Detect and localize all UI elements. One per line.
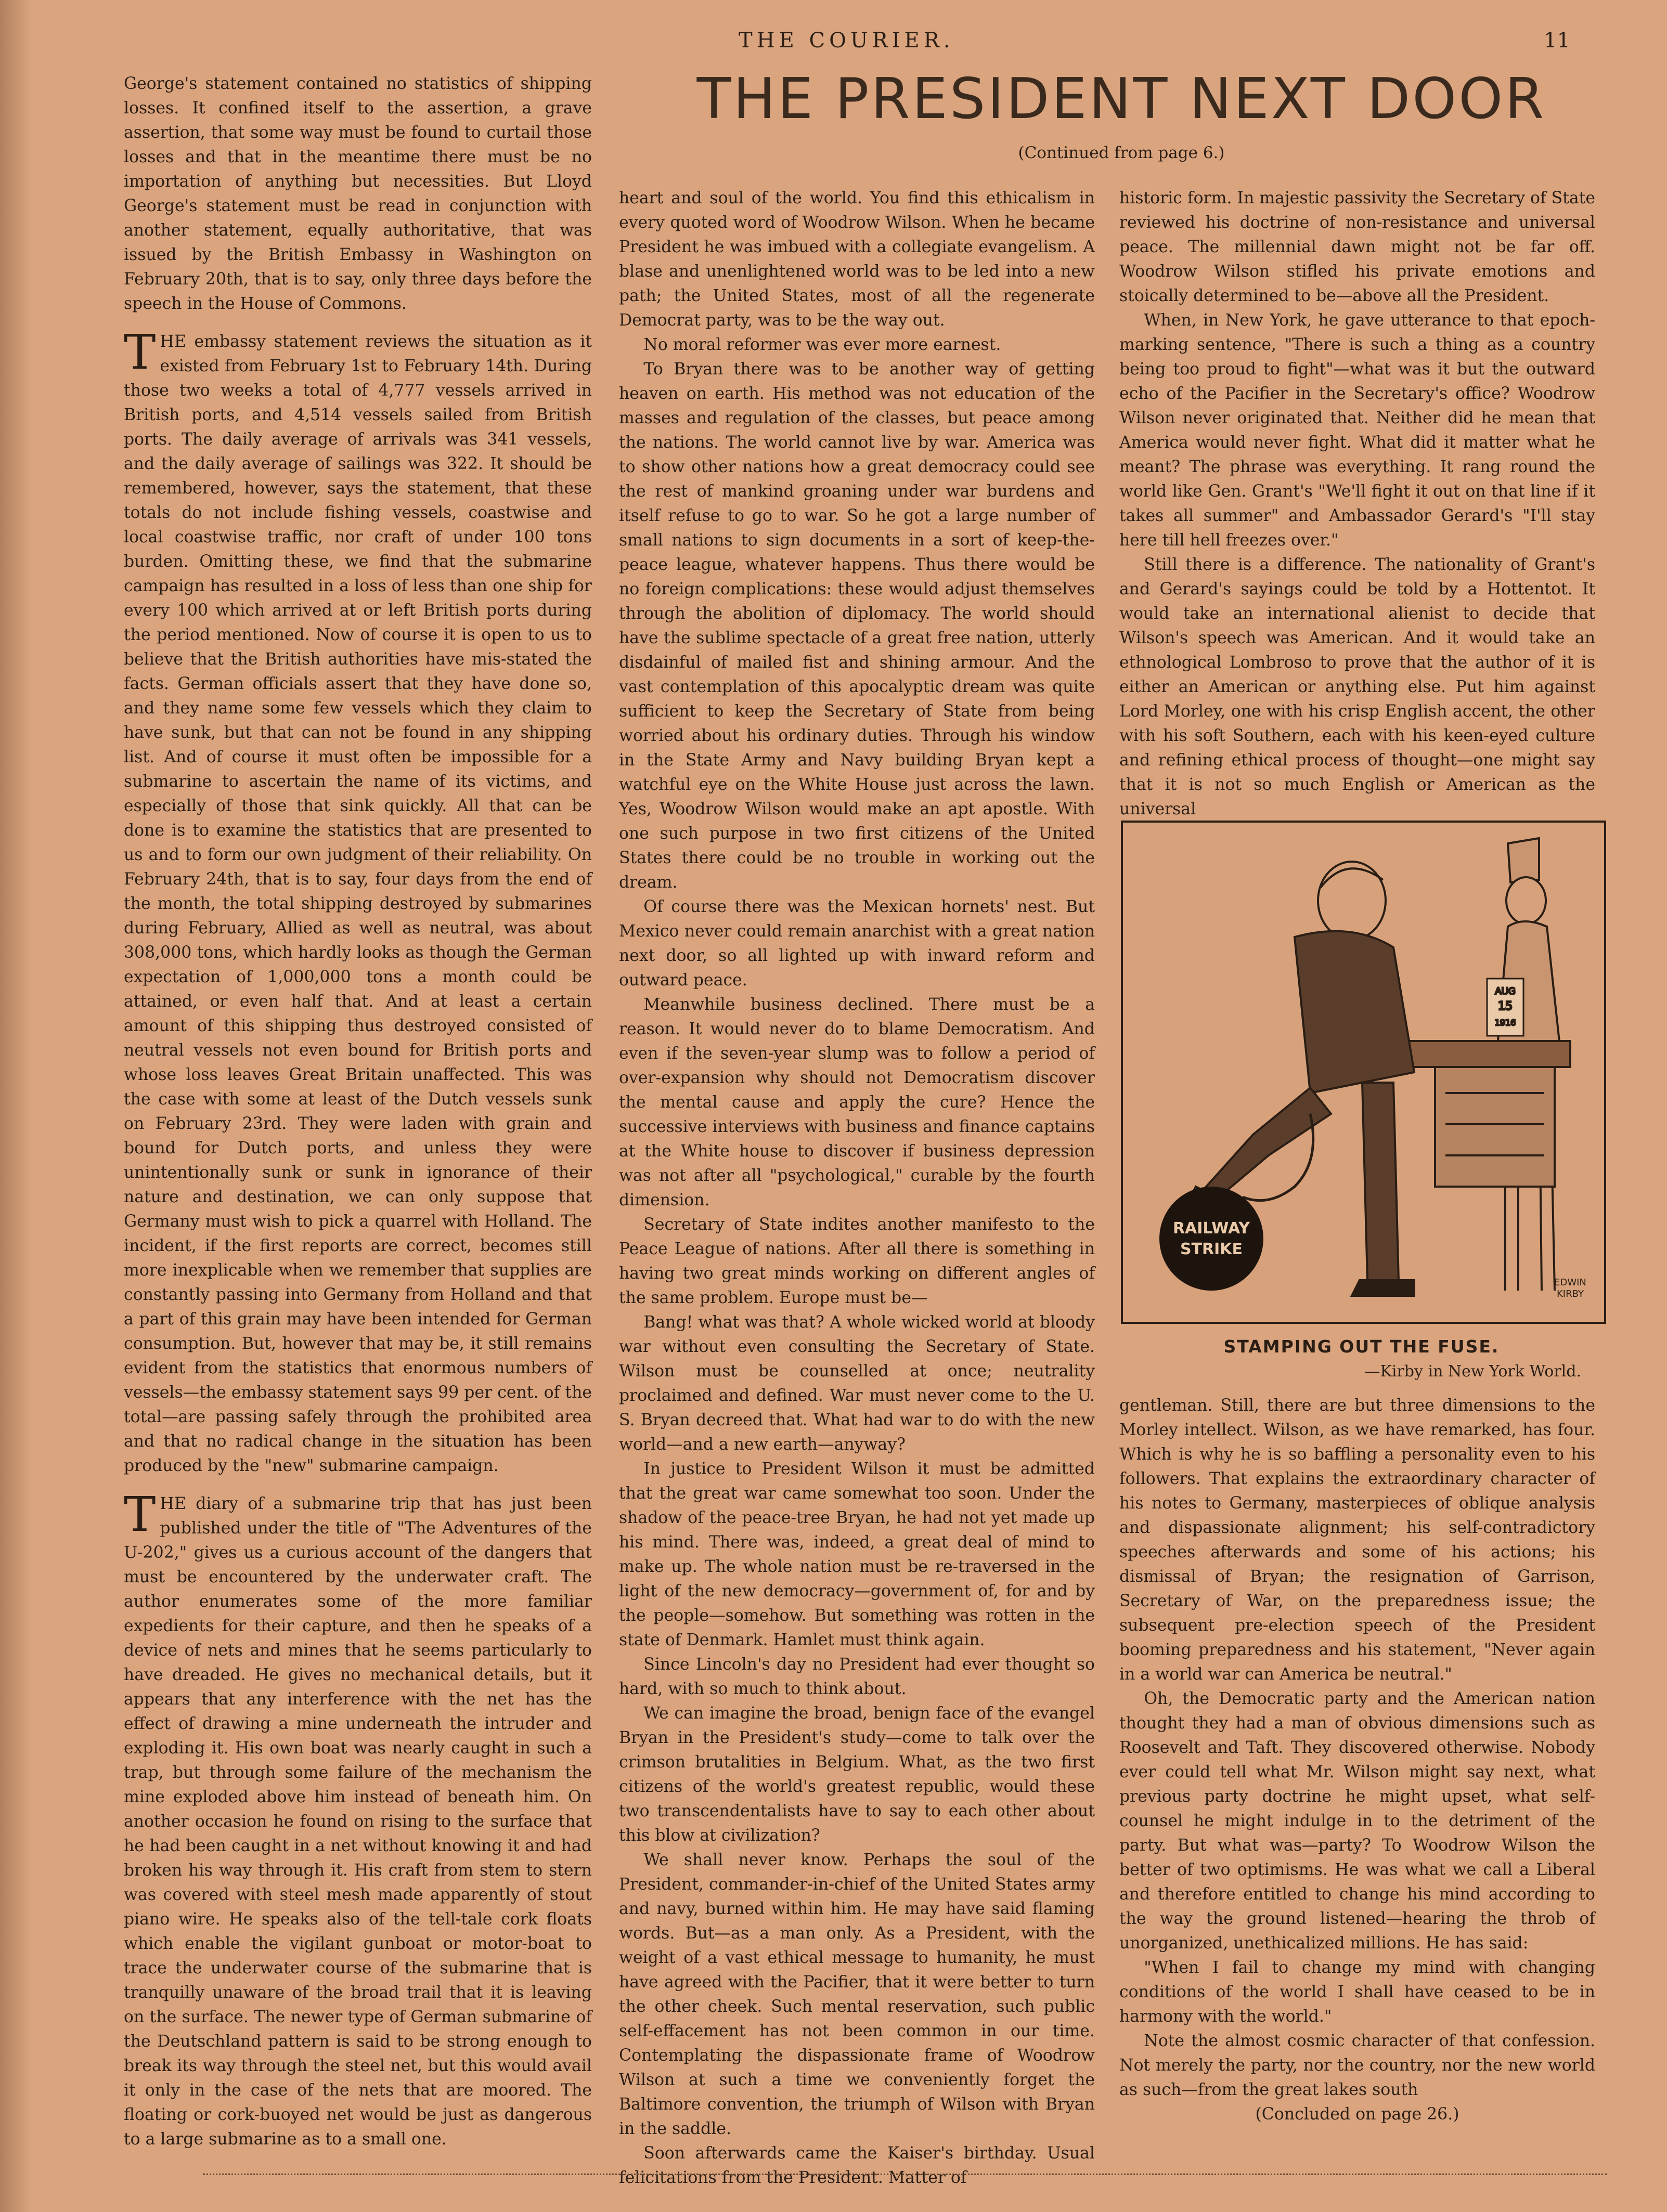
drop-cap: T: [124, 324, 156, 380]
calendar-month: AUG: [1495, 986, 1516, 997]
paragraph: gentleman. Still, there are but three dimensions to the Morley intellect. Wilson, as we have remarked, has four. Which is why he is so baffling a personality even to his followers. That explains the extraordinary character of his notes to Germany, masterpieces of oblique analysis and dispassionate alignment; his self-contradictory speeches afterwards and some of his actions; his dismissal of Bryan; the resignation of Garrison, Secretary of War, on the preparedness issue; the subsequent pre-election speech of the President booming preparedness and his statement, "Never again in a world war can America be neutral.": [1119, 1396, 1595, 1684]
paragraph: Soon afterwards came the Kaiser's birthday. Usual felicitations from the President. Matter of: [619, 2144, 1095, 2187]
paragraph: Since Lincoln's day no President had ever thought so hard, with so much to think about.: [619, 1655, 1095, 1698]
paragraph-embassy: [124, 324, 592, 1478]
cartoon-credit: —Kirby in New York World.: [1364, 1362, 1581, 1381]
right-column-top: [1119, 186, 1595, 822]
page-number: 11: [1544, 29, 1570, 53]
cartoon-illustration: [1121, 821, 1606, 1324]
paragraph: Oh, the Democratic party and the American nation thought they had a man of obvious dimensions such as Roosevelt and Taft. They discovered otherwise. Nobody ever could tell what Mr. Wilson might say next, what previous party doctrine he might upset, what self-counsel he might indulge in to the detriment of the party. But what was—party? To Woodrow Wilson the better of two optimisms. He was what we call a Liberal and therefore entitled to change his mind according to the way the ground listened—hearing the throb of unorganized, unethicalized millions. He has said:: [1119, 1689, 1595, 1953]
middle-column: [619, 186, 1095, 2190]
article-title: THE PRESIDENT NEXT DOOR: [696, 67, 1546, 132]
calendar: [1487, 979, 1523, 1036]
paragraph: Meanwhile business declined. There must be a reason. It would never do to blame Democratism. And even if the seven-year slump was to follow a period of over-expansion why should not Democratism discover the mental cause and apply the cure? Hence the successive interviews with business and finance captains at the White house to discover if business depression was not after all "psychological," curable by the fourth dimension.: [619, 995, 1095, 1209]
paragraph-text: HE diary of a submarine trip that has just been published under the title of "The Adventures of the U-202," gives us a curious account of the dangers that must be encountered by the underwater craft. The author enumerates some of the more familiar expedients for their capture, and then he speaks of a device of nets and mines that he seems particularly to have dreaded. He gives no mechanical details, but it appears that any interference with the net has the effect of drawing a mine underneath the intruder and exploding it. His own boat was nearly caught in such a trap, but through some failure of the mechanism the mine exploded above him instead of beneath him. On another occasion he found on rising to the surface that he had been caught in a net without knowing it and had broken his way through it. His craft from stem to stern was covered with steel mesh made apparently of stout piano wire. He speaks also of the tell-tale cork floats which enable the vigilant gunboat or motor-boat to trace the underwater course of the submarine that is tranquilly unaware of the broad trail that it is leaving on the surface. The newer type of German submarine of the Deutschland pattern is said to be strong enough to break its way through the steel net, but this would avail it only in the case of the nets that are moored. The floating or cork-buoyed net would be just as dangerous to a large submarine as to a small one.: [124, 1494, 592, 2149]
calendar-year: 1916: [1494, 1018, 1516, 1027]
paragraph: heart and soul of the world. You find this ethicalism in every quoted word of Woodrow Wilson. When he became President he was imbued with a collegiate evangelism. A blase and unenlightened world was to be led into a new path; the United States, most of all the regenerate Democrat party, was to be the way out.: [619, 189, 1095, 330]
paragraph: When, in New York, he gave utterance to that epoch-marking sentence, "There is such a thing as a country being too proud to fight"—what was it but the outward echo of the Pacifier in the Secretary's office? Woodrow Wilson never originated that. Neither did he mean that America would never fight. What did it matter what he meant? The phrase was everything. It rang round the world like Gen. Grant's "We'll fight it out on that line if it takes all summer" and Ambassador Gerard's "I'll stay here till hell freezes over.": [1119, 311, 1595, 550]
paragraph-text: HE embassy statement reviews the situation as it existed from February 1st to February 14th. During those two weeks a total of 4,777 vessels arrived in British ports, and 4,514 vessels sailed from British ports. The daily average of arrivals was 341 vessels, and the daily average of sailings was 322. It should be remembered, however, says the statement, that these totals do not include fishing vessels, coastwise and local coastwise traffic, nor craft of under 100 tons burden. Omitting these, we find that the submarine campaign has resulted in a loss of less than one ship for every 100 which arrived at or left British ports during the period mentioned. Now of course it is open to us to believe that the British authorities have mis-stated the facts. German officials assert that they have done so, and they name some few vessels which they claim to have sunk, but that can not be found in any shipping list. And of course it must often be impossible for a submarine to ascertain the name of its victims, and especially of those that sink quickly. All that can be done is to examine the statistics that are presented to us and to form our own judgment of their reliability. On February 24th, that is to say, four days from the end of the month, the total shipping destroyed by submarines during February, Allied as well as neutral, was about 308,000 tons, which hardly looks as though the German expectation of 1,000,000 tons a month could be attained, or even half that. And at least a certain amount of this shipping thus destroyed consisted of neutral vessels not even bound for British ports and whose loss leaves Great Britain unaffected. This was the case with some at least of the Dutch vessels sunk on February 23rd. They were laden with grain and bound for Dutch ports, and unless they were unintentionally sunk or sunk in ignorance of their nature and destination, we can only suppose that Germany must wish to pick a quarrel with Holland. The incident, if the first reports are correct, becomes still more inexplicable when we remember that supplies are constantly passing into Germany from Holland and that a part of this grain may have been intended for German consumption. But, however that may be, it still remains evident from the statistics that enormous numbers of vessels—the embassy statement says 99 per cent. of the total—are passing safely through the prohibited area and that no radical change in the situation has been produced by the "new" submarine campaign.: [124, 332, 592, 1475]
paragraph: We can imagine the broad, benign face of the evangel Bryan in the President's study—come to talk over the crimson brutalities in Belgium. What, as the two first citizens of the world's greatest republic, would these two transcendentalists have to say to each other about this blow at civilization?: [619, 1704, 1095, 1845]
bomb-ball: [1159, 1187, 1263, 1291]
left-column: [124, 72, 592, 2152]
running-head: THE COURIER.: [739, 29, 954, 53]
paragraph: Note the almost cosmic character of that confession. Not merely the party, nor the country, nor the new world as such—from the great lakes south: [1119, 2032, 1595, 2099]
paragraph: George's statement contained no statistics of shipping losses. It confined itself to the assertion, a grave assertion, that some way must be found to curtail those losses and that in the meantime there must be no importation of anything but necessities. But Lloyd George's statement must be read in conjunction with another statement, equally authoritative, that was issued by the British Embassy in Washington on February 20th, that is to say, only three days before the speech in the House of Commons.: [124, 74, 592, 313]
ball-label-1: RAILWAY: [1172, 1219, 1250, 1238]
bottom-rule: [203, 2174, 1607, 2175]
artist-signature-1: EDWIN: [1554, 1277, 1586, 1288]
paragraph: historic form. In majestic passivity the Secretary of State reviewed his doctrine of non-resistance and universal peace. The millennial dawn might not be far off. Woodrow Wilson stifled his private emotions and stoically determined to be—above all the President.: [1119, 189, 1595, 305]
paragraph: We shall never know. Perhaps the soul of the President, commander-in-chief of the United States army and navy, burned within him. He may have said flaming words. But—as a man only. As a President, with the weight of a vast ethical message to humanity, he must have agreed with the Pacifier, that it were better to turn the other cheek. Such mental reservation, such public self-effacement has not been common in our time. Contemplating the dispassionate frame of Woodrow Wilson at such a time we conveniently forget the Baltimore convention, the triumph of Wilson with Bryan in the saddle.: [619, 1851, 1095, 2138]
paragraph: No moral reformer was ever more earnest.: [643, 335, 1001, 354]
ball-label-2: STRIKE: [1180, 1240, 1243, 1258]
paragraph: To Bryan there was to be another way of getting heaven on earth. His method was not education of the masses and regulation of the classes, but peace among the nations. The world cannot live by war. America was to show other nations how a great democracy could see the rest of mankind groaning under war burdens and itself refuse to go to war. So he got a large number of small nations to sign documents in a sort of keep-the-peace league, whatever happens. Thus there would be no foreign complications: these would adjust themselves through the abolition of diplomacy. The world should have the sublime spectacle of a great free nation, utterly disdainful of mailed fist and shining armour. And the vast contemplation of this apocalyptic dream was quite sufficient to keep the Secretary of State from being worried about his ordinary duties. Through his window in the State Army and Navy building Bryan kept a watchful eye on the White House just across the lawn. Yes, Woodrow Wilson would make an apt apostle. With one such purpose in two first citizens of the United States there could be no trouble in working out the dream.: [619, 360, 1095, 892]
paragraph-diary: [124, 1487, 592, 2152]
artist-signature-2: KIRBY: [1557, 1289, 1584, 1299]
right-column-bottom: [1119, 1394, 1595, 2127]
paragraph: Of course there was the Mexican hornets' nest. But Mexico never could remain anarchist with a great nation next door, so all lighted up with inward reform and outward peace.: [619, 897, 1095, 990]
calendar-day: 15: [1498, 1000, 1513, 1013]
concluded-note: (Concluded on page 26.): [1255, 2105, 1459, 2124]
paragraph: "When I fail to change my mind with changing conditions of the world I shall have ceased to be in harmony with the world.": [1119, 1958, 1595, 2026]
paragraph: Still there is a difference. The nationality of Grant's and Gerard's sayings could be told by a Hottentot. It would take an international alienist to decide that Wilson's speech was American. And it would take an ethnological Lombroso to prove that the author of it is either an American or anything else. Put him against Lord Morley, one with his crisp English accent, the other with his soft Southern, each with his keen-eyed culture and refining ethical process of thought—one might say that it is not so much English or American as the universal: [1119, 555, 1595, 818]
cartoon-caption: STAMPING OUT THE FUSE.: [1223, 1336, 1500, 1357]
continued-note: (Continued from page 6.): [1018, 144, 1225, 162]
paragraph: Bang! what was that? A whole wicked world at bloody war without even consulting the Secretary of State. Wilson must be counselled at once; neutrality proclaimed and defined. War must never come to the U. S. Bryan decreed that. What had war to do with the new world—and a new earth—anyway?: [619, 1313, 1095, 1454]
cartoon-drawing: [1123, 823, 1600, 1318]
bar-counter: [1393, 1041, 1570, 1187]
paragraph: Secretary of State indites another manifesto to the Peace League of nations. After all there is something in having two great minds working on different angles of the same problem. Europe must be—: [619, 1215, 1095, 1307]
page-edge: [0, 0, 31, 2212]
drop-cap: T: [124, 1487, 156, 1542]
paragraph: In justice to President Wilson it must be admitted that the great war came somewhat too soon. Under the shadow of the peace-tree Bryan, he had not yet made up his mind. There was, indeed, a great deal of mind to make up. The whole nation must be re-traversed in the light of the new democracy—government of, for and by the people—somehow. But something was rotten in the state of Denmark. Hamlet must think again.: [619, 1460, 1095, 1649]
